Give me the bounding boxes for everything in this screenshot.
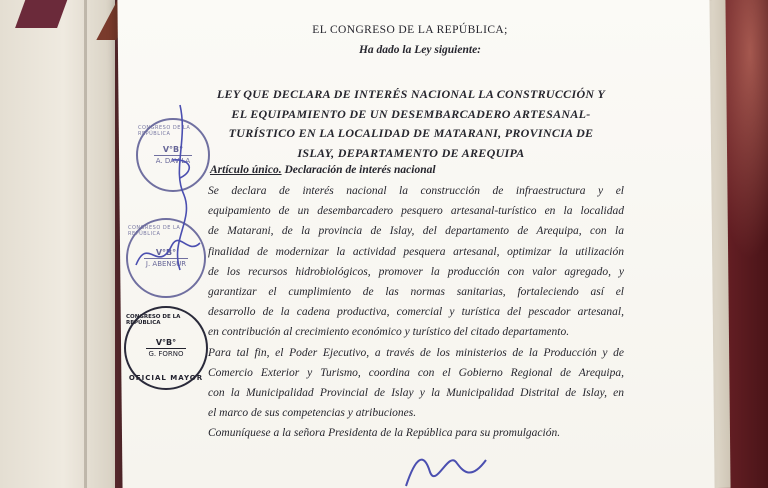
body-line: el marco de sus competencias y atribuciones.	[208, 407, 417, 420]
body-line: Se declara de interés nacional la construcción de infraestructura y el	[208, 185, 624, 197]
article-subheading: Declaración de interés nacional	[284, 164, 436, 176]
body-line: de los recursos hidrobiológicos, promover la producción con valor agregado, y	[208, 265, 624, 278]
body-line: Comuníquese a la señora Presidenta de la República para su promulgación.	[208, 427, 561, 440]
stamp-ring-text: CONGRESO DE LA REPÚBLICA	[128, 225, 181, 237]
article-number: Artículo único.	[210, 164, 282, 176]
folder-left-panel	[0, 0, 115, 488]
body-line: garantizar el cumplimiento de las normas sanitarias, fortaleciendo así el	[208, 286, 624, 299]
stamp-mark: V°B°	[155, 247, 177, 257]
article-heading	[210, 164, 436, 176]
stamp-name: J. ABENSUR	[145, 259, 187, 268]
article-body	[208, 181, 624, 444]
law-title	[196, 85, 626, 163]
title-line: ISLAY, DEPARTAMENTO DE AREQUIPA	[297, 145, 525, 160]
folder-fold	[84, 0, 87, 488]
title-line: EL EQUIPAMIENTO DE UN DESEMBARCADERO ARTESANAL-	[231, 106, 591, 121]
body-line: equipamiento de un desembarcadero pesquero artesanal-turístico en la localidad	[208, 205, 624, 218]
body-line: finalidad de modernizar la actividad pesquera artesanal, optimizar la utilización	[208, 245, 624, 258]
body-line: de Matarani, de la provincia de Islay, del departamento de Arequipa, con la	[208, 225, 624, 238]
stamp-ring-bottom: OFICIAL MAYOR	[128, 374, 204, 382]
stamp-mark: V°B°	[155, 337, 177, 347]
stamp-name: G. FORNO	[148, 349, 184, 358]
title-line: TURÍSTICO EN LA LOCALIDAD DE MATARANI, PROVINCIA DE	[228, 126, 594, 140]
document-header	[150, 24, 670, 36]
official-stamp	[124, 306, 208, 390]
body-line: en contribución al crecimiento económico y turístico del citado departamento.	[208, 326, 570, 339]
stamp-inner	[146, 338, 185, 359]
header-line: EL CONGRESO DE LA REPÚBLICA;	[312, 24, 508, 36]
intro-line: Ha dado la Ley siguiente:	[358, 44, 481, 56]
stamp-ring-text: CONGRESO DE LA REPÚBLICA	[138, 125, 191, 137]
body-line: desarrollo de la cadena productiva, comercial y turística del pescador artesanal,	[208, 306, 624, 319]
stamp-ring-text: CONGRESO DE LA REPÚBLICA	[126, 314, 181, 326]
signature-bottom	[396, 452, 496, 488]
body-line: Comercio Exterior y Turismo, coordina con el Gobierno Regional de Arequipa,	[208, 366, 624, 379]
stamp-mark: V°B°	[162, 144, 184, 154]
signature-scribble	[128, 225, 208, 285]
title-line: LEY QUE DECLARA DE INTERÉS NACIONAL LA CONSTRUCCIÓN Y	[216, 87, 606, 101]
body-line: con la Municipalidad Provincial de Islay y la Municipalidad Distrital de Islay, en	[208, 387, 624, 400]
stamp-name: A. DAVILA	[155, 156, 191, 165]
body-line: Para tal fin, el Poder Ejecutivo, a través de los ministerios de la Producción y de	[208, 346, 624, 359]
